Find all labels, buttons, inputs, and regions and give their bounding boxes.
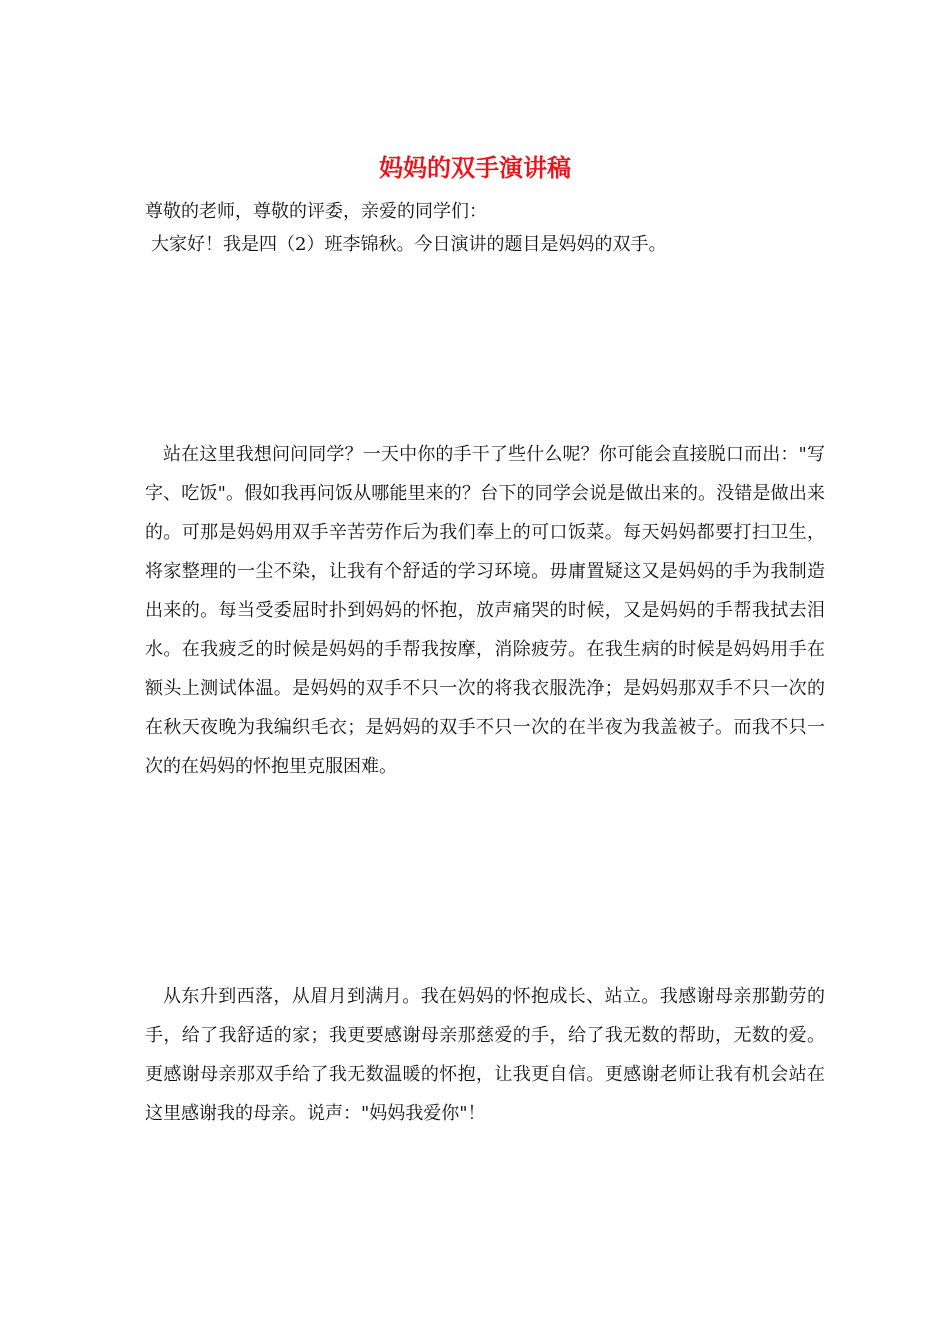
document-title: 妈妈的双手演讲稿 xyxy=(379,153,571,182)
paragraph-2 xyxy=(145,977,825,1133)
paragraph-2-text: 从东升到西落，从眉月到满月。我在妈妈的怀抱成长、站立。我感谢母亲那勤劳的手，给了我舒适的家；我更要感谢母亲那慈爱的手，给了我无数的帮助，无数的爱。更感谢母亲那双手给了我无数温暖的怀抱，让我更自信。更感谢老师让我有机会站在这里感谢我的母亲。说声："妈妈我爱你"！ xyxy=(145,986,825,1124)
paragraph-1-text: 站在这里我想问问同学？一天中你的手干了些什么呢？你可能会直接脱口而出："写字、吃饭"。假如我再问饭从哪能里来的？台下的同学会说是做出来的。没错是做出来的。可那是妈妈用双手辛苦劳作后为我们奉上的可口饭菜。每天妈妈都要打扫卫生，将家整理的一尘不染，让我有个舒适的学习环境。毋庸置疑这又是妈妈的手为我制造出来的。每当受委屈时扑到妈妈的怀抱，放声痛哭的时候，又是妈妈的手帮我拭去泪水。在我疲乏的时候是妈妈的手帮我按摩，消除疲劳。在我生病的时候是妈妈用手在额头上测试体温。是妈妈的双手不只一次的将我衣服洗净；是妈妈那双手不只一次的在秋天夜晚为我编织毛衣；是妈妈的双手不只一次的在半夜为我盖被子。而我不只一次的在妈妈的怀抱里克服困难。 xyxy=(145,444,825,777)
paragraph-1 xyxy=(145,435,825,786)
salutation: 尊敬的老师，尊敬的评委，亲爱的同学们： xyxy=(145,201,487,222)
intro-line: 大家好！我是四（2）班李锦秋。今日演讲的题目是妈妈的双手。 xyxy=(151,234,667,255)
